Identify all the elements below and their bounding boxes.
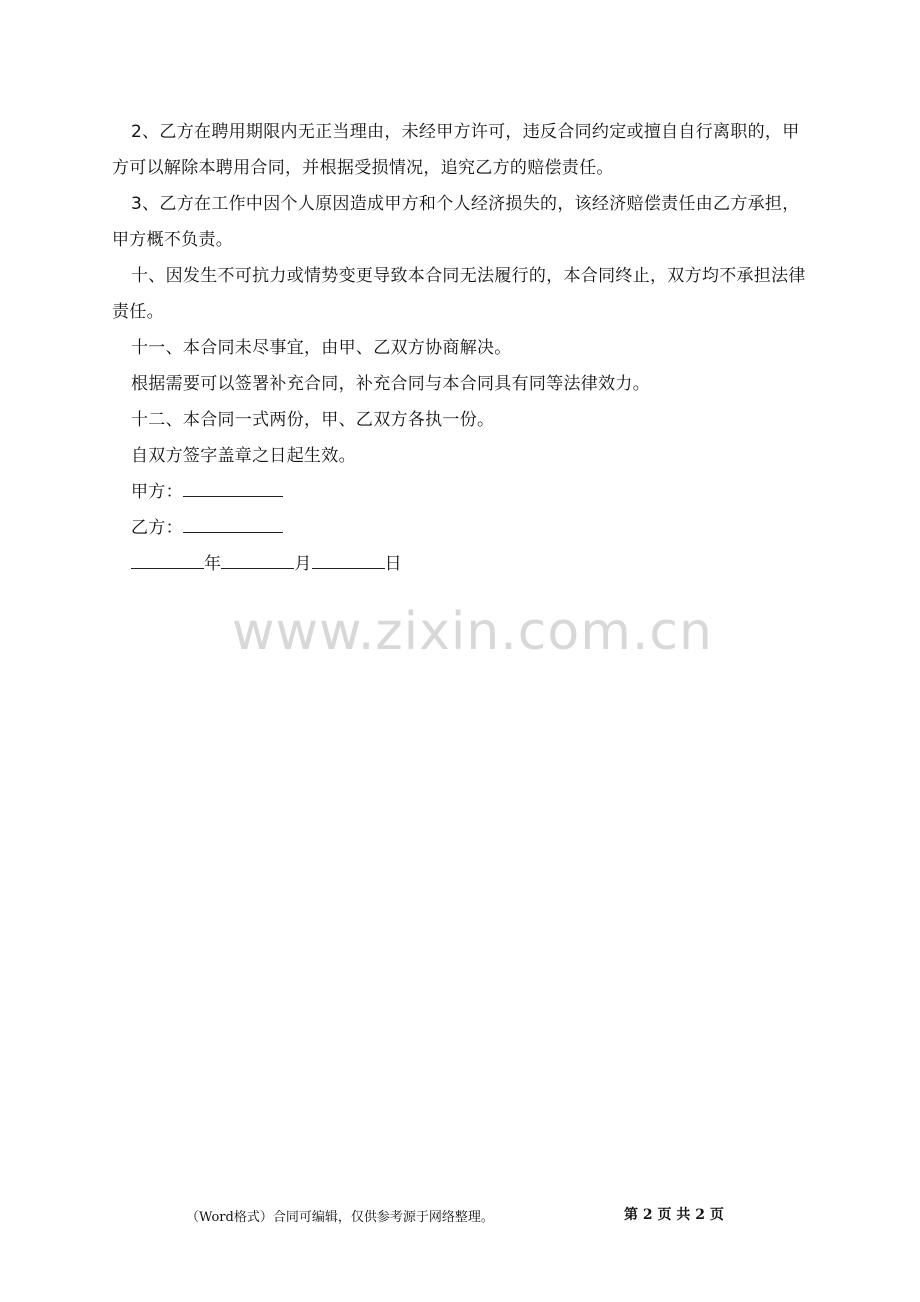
party-a-label: 甲方： xyxy=(131,482,183,502)
party-b-signature-line xyxy=(112,510,812,546)
year-blank xyxy=(131,554,204,569)
party-a-blank xyxy=(183,482,283,497)
clause-paragraph: 2、乙方在聘用期限内无正当理由，未经甲方许可，违反合同约定或擅自自行离职的，甲方可以解除本聘用合同，并根据受损情况，追究乙方的赔偿责任。 xyxy=(112,122,800,178)
year-label: 年 xyxy=(204,554,222,574)
page-number: 第 2 页 共 2 页 xyxy=(624,1207,724,1223)
party-b-blank xyxy=(183,518,283,533)
clause-paragraph: 十二、本合同一式两份，甲、乙双方各执一份。 xyxy=(131,410,495,430)
clause-paragraph: 3、乙方在工作中因个人原因造成甲方和个人经济损失的，该经济赔偿责任由乙方承担，甲方概不负责。 xyxy=(112,194,800,250)
party-b-label: 乙方： xyxy=(131,518,183,538)
month-label: 月 xyxy=(294,554,312,574)
month-blank xyxy=(221,554,294,569)
clause-paragraph: 十一、本合同未尽事宜，由甲、乙双方协商解决。 xyxy=(131,338,512,358)
clause-paragraph: 十、因发生不可抗力或情势变更导致本合同无法履行的，本合同终止，双方均不承担法律责任。 xyxy=(112,266,806,322)
clause-paragraph: 自双方签字盖章之日起生效。 xyxy=(131,446,356,466)
day-blank xyxy=(312,554,385,569)
date-line xyxy=(112,546,812,582)
clause-paragraph: 根据需要可以签署补充合同，补充合同与本合同具有同等法律效力。 xyxy=(131,374,650,394)
contract-body xyxy=(112,114,812,582)
day-label: 日 xyxy=(384,554,402,574)
party-a-signature-line xyxy=(112,474,812,510)
footer-note: （Word格式）合同可编辑，仅供参考源于网络整理。 xyxy=(186,1210,494,1225)
watermark: www.zixin.com.cn xyxy=(232,602,713,662)
